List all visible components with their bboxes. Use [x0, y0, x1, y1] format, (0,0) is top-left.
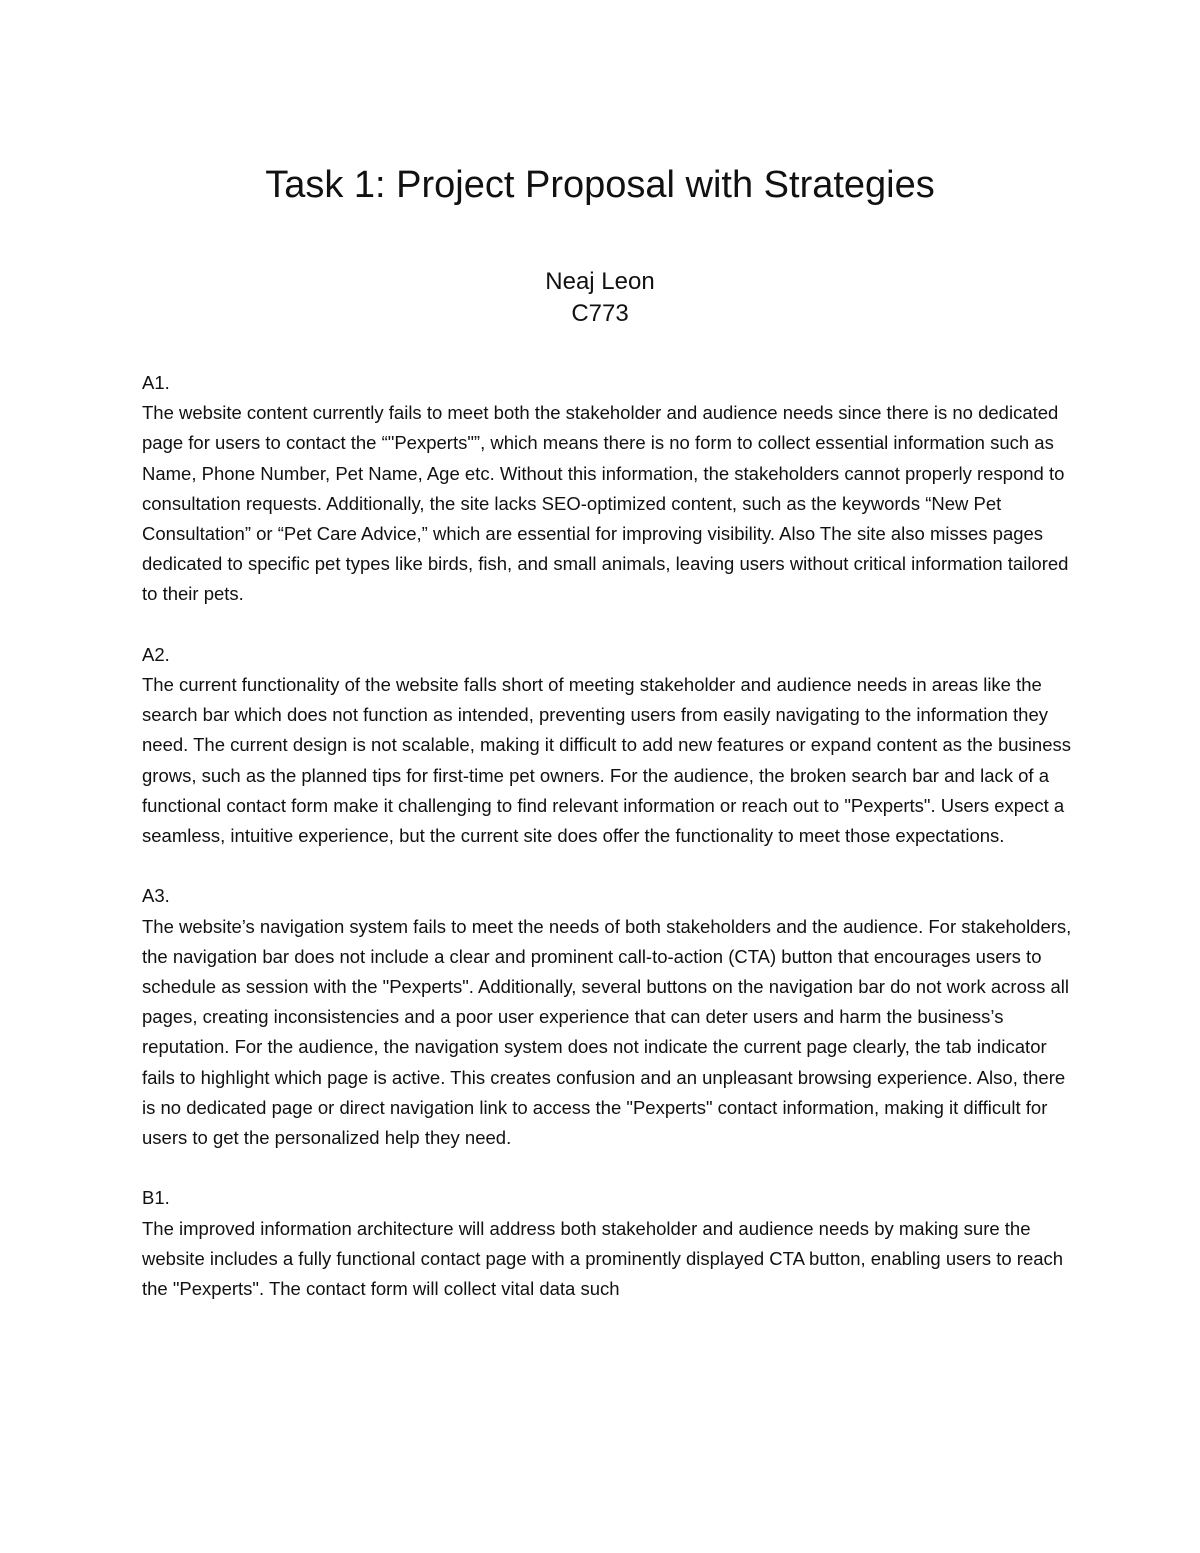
document-title: Task 1: Project Proposal with Strategies	[265, 164, 935, 206]
author-name: Neaj Leon	[545, 268, 655, 295]
course-code: C773	[571, 300, 629, 327]
section-b1	[142, 1183, 1072, 1304]
section-paragraph: The website content currently fails to meet both the stakeholder and audience needs since there is no dedicated page for users to contact the “"Pexperts"”, which means there is no form to collect essential information such as Name, Phone Number, Pet Name, Age etc. Without this information, the stakeholders cannot properly respond to consultation requests. Additionally, the site lacks SEO-optimized content, such as the keywords “New Pet Consultation” or “Pet Care Advice,” which are essential for improving visibility. Also The site also misses pages dedicated to specific pet types like birds, fish, and small animals, leaving users without critical information tailored to their pets.	[142, 402, 1069, 605]
section-a1	[142, 368, 1072, 610]
section-paragraph: The improved information architecture will address both stakeholder and audience needs by making sure the website includes a fully functional contact page with a prominently displayed CTA button, enabling users to reach the "Pexperts". The contact form will collect vital data such	[142, 1217, 1064, 1300]
section-a2	[142, 640, 1072, 851]
section-paragraph: The website’s navigation system fails to meet the needs of both stakeholders and the audience. For stakeholders, the navigation bar does not include a clear and prominent call-to-action (CTA) button that encourages users to schedule as session with the "Pexperts". Additionally, several buttons on the navigation bar do not work across all pages, creating inconsistencies and a poor user experience that can deter users and harm the business’s reputation. For the audience, the navigation system does not indicate the current page clearly, the tab indicator fails to highlight which page is active. This creates confusion and an unpleasant browsing experience. Also, there is no dedicated page or direct navigation link to access the "Pexperts" contact information, making it difficult for users to get the personalized help they need.	[142, 915, 1072, 1149]
section-label: A2.	[142, 643, 170, 665]
section-label: A3.	[142, 885, 170, 907]
document-body	[142, 368, 1072, 1334]
section-label: B1.	[142, 1187, 170, 1209]
section-label: A1.	[142, 372, 170, 393]
section-a3	[142, 881, 1072, 1153]
section-paragraph: The current functionality of the website falls short of meeting stakeholder and audience needs in areas like the search bar which does not function as intended, preventing users from easily navigating to the information they need. The current design is not scalable, making it difficult to add new features or expand content as the business grows, such as the planned tips for first-time pet owners. For the audience, the broken search bar and lack of a functional contact form make it challenging to find relevant information or reach out to "Pexperts". Users expect a seamless, intuitive experience, but the current site does offer the functionality to meet those expectations.	[142, 674, 1071, 847]
